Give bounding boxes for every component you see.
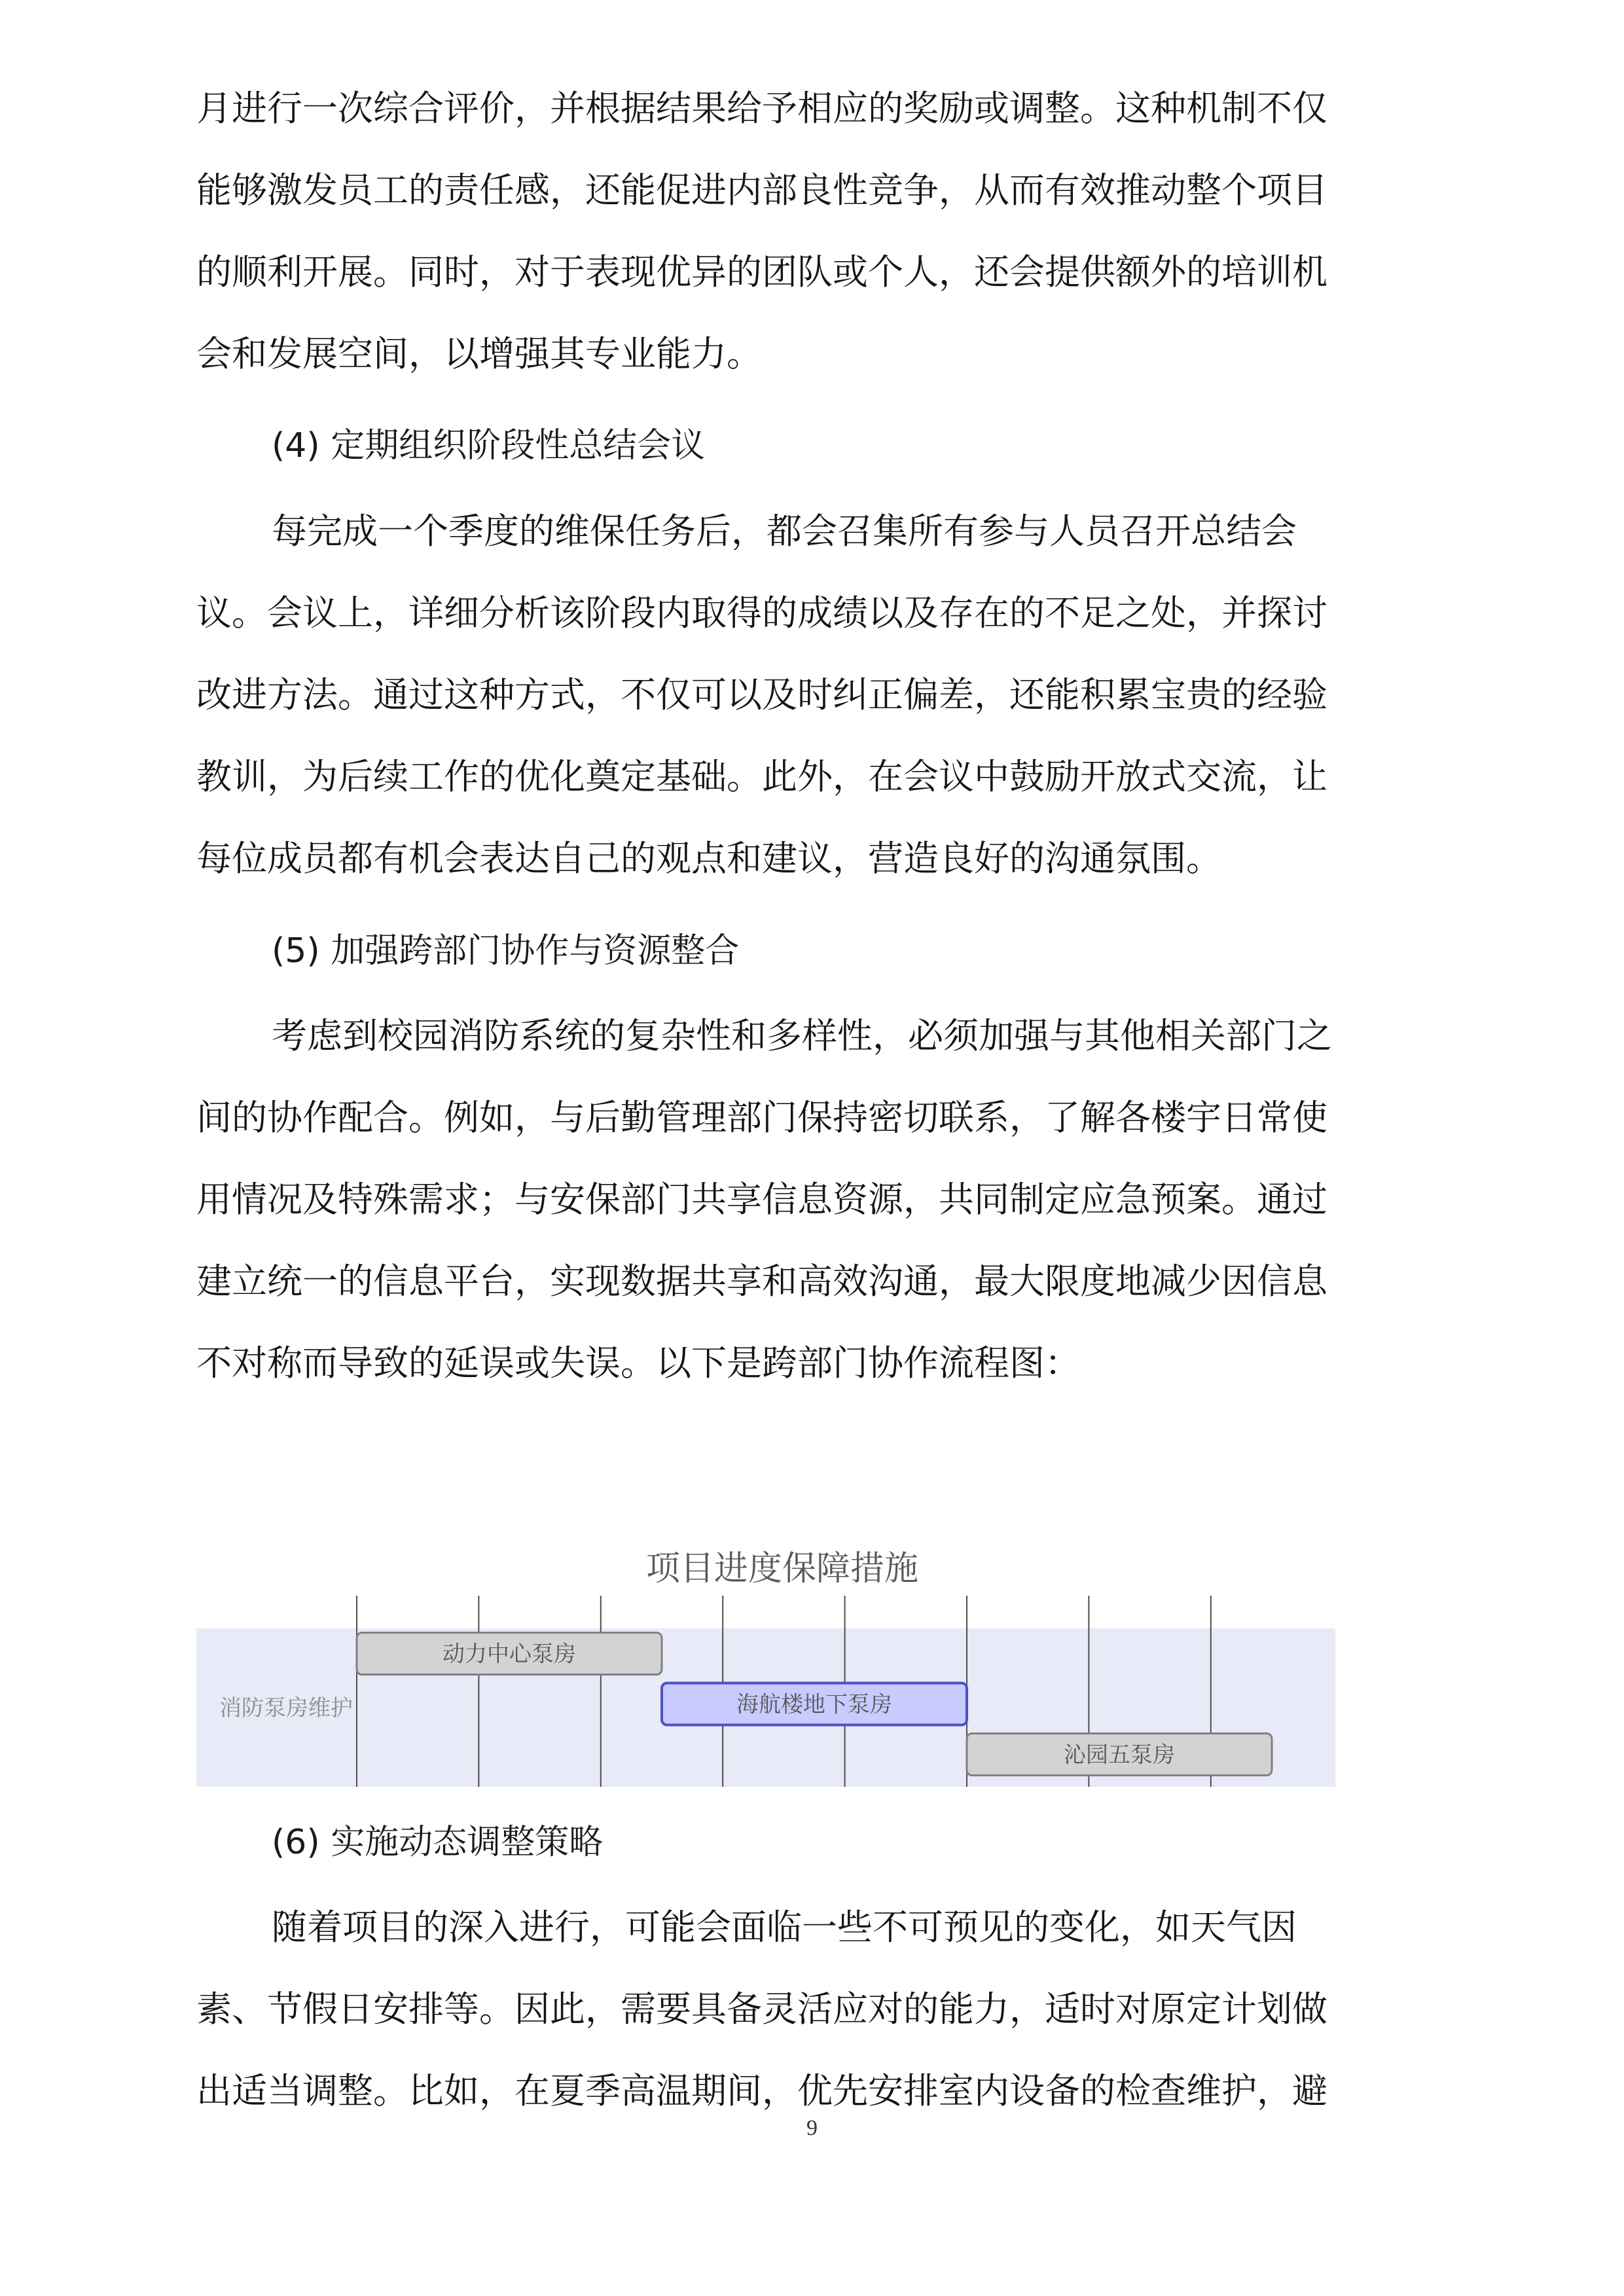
paragraph-1-line-4: 会和发展空间，以增强其专业能力。 [196,333,762,374]
paragraph-2-line-2: 议。会议上，详细分析该阶段内取得的成绩以及存在的不足之处，并探讨 [196,592,1327,634]
paragraph-1-line-1: 月进行一次综合评价，并根据结果给予相应的奖励或调整。这种机制不仅 [196,88,1327,129]
paragraph-2-line-4: 教训，为后续工作的优化奠定基础。此外，在会议中鼓励开放式交流，让 [196,756,1327,797]
gantt-bar-label-3: 沁园五泵房 [1064,1742,1175,1768]
paragraph-3-line-2: 间的协作配合。例如，与后勤管理部门保持密切联系，了解各楼宇日常使 [196,1097,1327,1138]
paragraph-1-line-2: 能够激发员工的责任感，还能促进内部良性竞争，从而有效推动整个项目 [196,170,1327,211]
paragraph-4-line-2: 素、节假日安排等。因此，需要具备灵活应对的能力，适时对原定计划做 [196,1988,1327,2030]
row-label: 消防泵房维护 [219,1695,353,1721]
paragraph-3-line-5: 不对称而导致的延误或失误。以下是跨部门协作流程图： [196,1342,1080,1384]
heading-4: (4) 定期组织阶段性总结会议 [272,426,706,465]
paragraph-2-line-1: 每完成一个季度的维保任务后，都会召集所有参与人员召开总结会 [272,511,1297,552]
paragraph-3-line-1: 考虑到校园消防系统的复杂性和多样性，必须加强与其他相关部门之 [272,1015,1332,1056]
gantt-bar-label-1: 动力中心泵房 [442,1641,576,1668]
paragraph-1-line-3: 的顺利开展。同时，对于表现优异的团队或个人，还会提供额外的培训机 [196,251,1327,293]
chart-title: 项目进度保障措施 [645,1549,919,1588]
paragraph-3-line-4: 建立统一的信息平台，实现数据共享和高效沟通，最大限度地减少因信息 [196,1261,1327,1302]
paragraph-4-line-3: 出适当调整。比如，在夏季高温期间，优先安排室内设备的检查维护，避 [196,2070,1327,2111]
gantt-chart [196,1532,1368,1793]
heading-6: (6) 实施动态调整策略 [272,1823,604,1862]
heading-5: (5) 加强跨部门协作与资源整合 [272,931,740,971]
page-number: 9 [806,2116,818,2140]
paragraph-4-line-1: 随着项目的深入进行，可能会面临一些不可预见的变化，如天气因 [272,1907,1297,1948]
paragraph-2-line-3: 改进方法。通过这种方式，不仅可以及时纠正偏差，还能积累宝贵的经验 [196,674,1327,715]
gantt-bar-label-2: 海航楼地下泵房 [736,1691,892,1718]
paragraph-3-line-3: 用情况及特殊需求；与安保部门共享信息资源，共同制定应急预案。通过 [196,1179,1327,1220]
paragraph-2-line-5: 每位成员都有机会表达自己的观点和建议，营造良好的沟通氛围。 [196,838,1221,879]
